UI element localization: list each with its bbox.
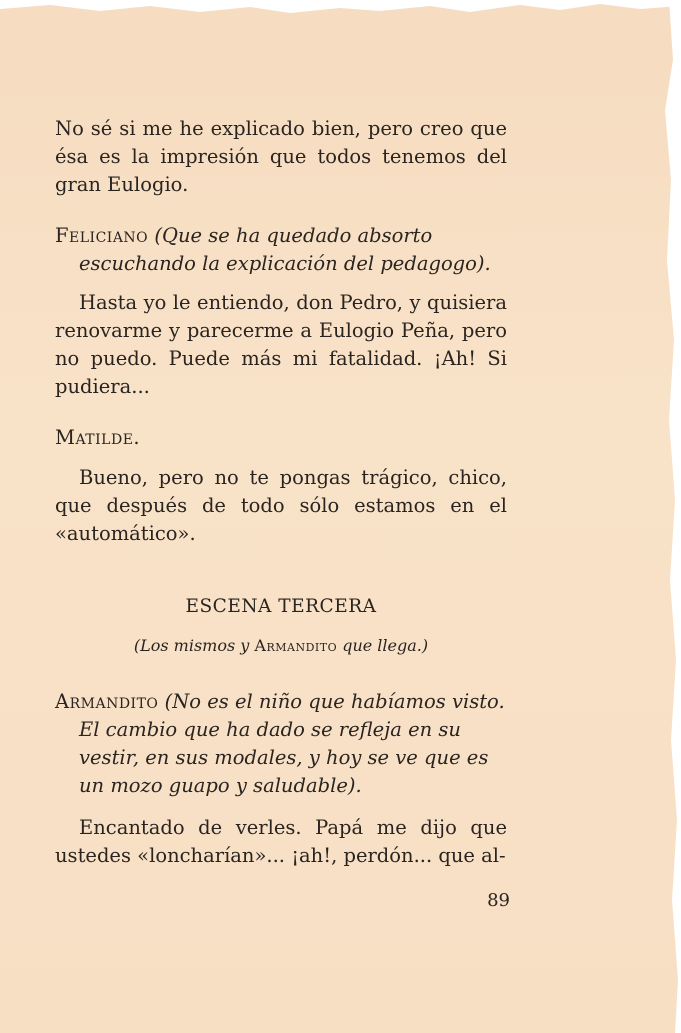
paragraph-encantado: Encantado de verles. Papá me dijo que ustedes «loncharían»... ¡ah!, perdón... que al- — [55, 816, 507, 867]
speaker-matilde: Matilde. — [55, 426, 141, 449]
paragraph-bueno: Bueno, pero no te pongas trágico, chico, que después de todo sólo estamos en el «automático». — [55, 466, 507, 545]
scene-stage-close: que llega.) — [337, 636, 429, 655]
paragraph-hasta-yo: Hasta yo le entiendo, don Pedro, y quisiera renovarme y parecerme a Eulogio Peña, pero no puedo. Puede más mi fatalidad. ¡Ah! Si pudiera... — [55, 291, 507, 398]
scene-stage-direction — [55, 636, 507, 655]
paragraph-explicado: No sé si me he explicado bien, pero creo que ésa es la impresión que todos tenemos del gran Eulogio. — [55, 117, 507, 196]
speaker-feliciano: Feliciano — [55, 224, 149, 247]
speaker-armandito: Armandito — [55, 690, 159, 713]
torn-top-edge — [0, 0, 681, 20]
scene-stage-open: (Los mismos y — [133, 636, 255, 655]
stage-direction-armandito: (No es el niño que habíamos visto. El cambio que ha dado se refleja en su vestir, en sus modales, y hoy se ve que es un mozo guapo y saludable). — [79, 690, 505, 797]
torn-right-edge — [657, 0, 681, 1033]
armandito-line — [55, 688, 507, 800]
scene-heading: ESCENA TERCERA — [185, 596, 377, 617]
feliciano-line — [55, 222, 507, 278]
page-number: 89 — [487, 890, 510, 911]
stage-direction-feliciano: (Que se ha quedado absorto escuchando la explicación del pedagogo). — [79, 224, 491, 275]
scene-stage-name: Armandito — [254, 636, 338, 655]
